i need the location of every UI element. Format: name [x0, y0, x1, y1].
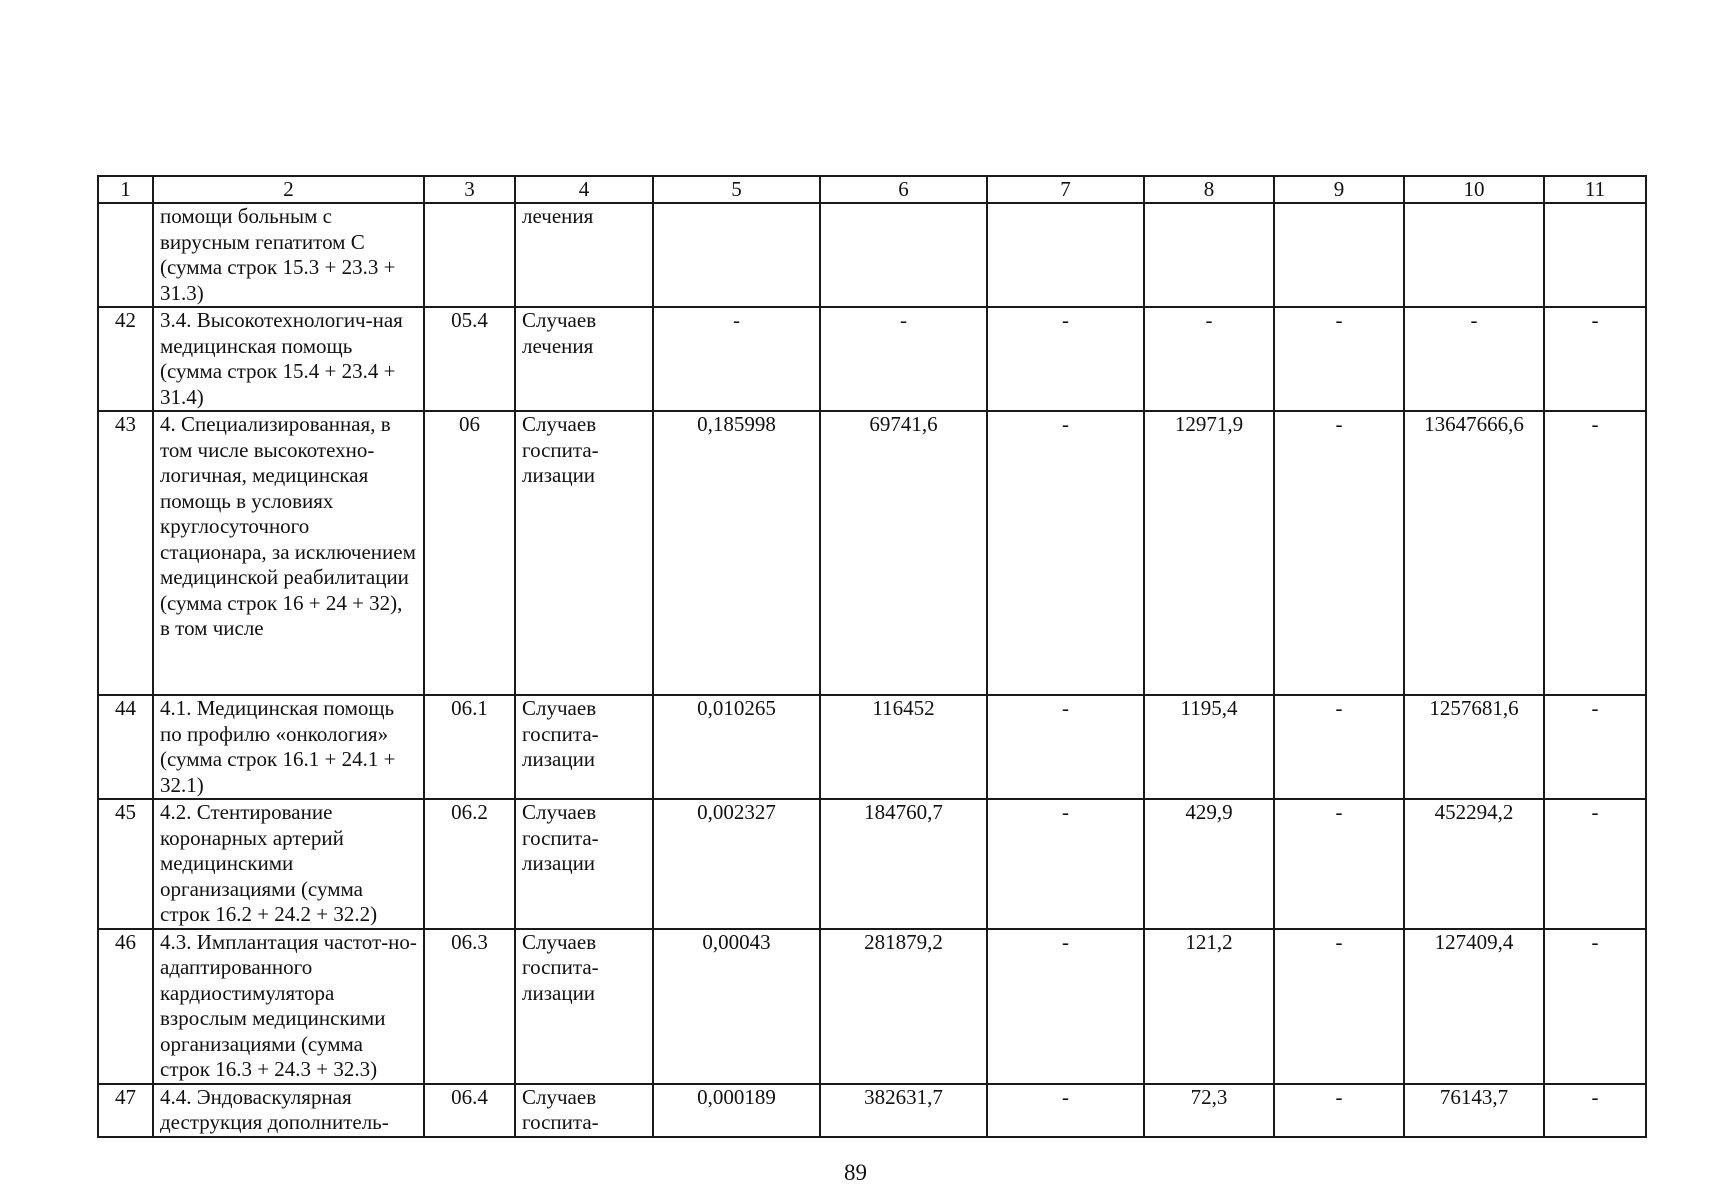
column-header: 3	[424, 176, 515, 203]
column-header: 2	[153, 176, 424, 203]
row-number-cell: 43	[98, 411, 153, 695]
value-cell-col10: -	[1404, 307, 1544, 411]
value-cell-col9: -	[1274, 799, 1404, 929]
table-row	[98, 799, 1646, 929]
row-number-cell: 45	[98, 799, 153, 929]
table-row	[98, 411, 1646, 695]
row-code-cell: 06.4	[424, 1084, 515, 1137]
value-cell-col8	[1144, 203, 1274, 307]
unit-cell: Случаев госпита-лизации	[515, 695, 653, 799]
row-code-cell: 06.2	[424, 799, 515, 929]
value-cell-col9: -	[1274, 1084, 1404, 1137]
unit-cell: Случаев госпита-лизации	[515, 799, 653, 929]
table-row	[98, 307, 1646, 411]
value-cell-col7: -	[987, 411, 1144, 695]
value-cell-col10: 76143,7	[1404, 1084, 1544, 1137]
value-cell-col7: -	[987, 1084, 1144, 1137]
value-cell-col7: -	[987, 695, 1144, 799]
table-row	[98, 929, 1646, 1084]
column-header: 6	[820, 176, 987, 203]
value-cell-col11: -	[1544, 799, 1646, 929]
column-header: 8	[1144, 176, 1274, 203]
indicator-name-cell: помощи больным с вирусным гепатитом С (сумма строк 15.3 + 23.3 + 31.3)	[153, 203, 424, 307]
indicator-name-cell: 4. Специализированная, в том числе высокотехно-логичная, медицинская помощь в условиях круглосуточного стационара, за исключением медицинской реабилитации (сумма строк 16 + 24 + 32), в том числе	[153, 411, 424, 695]
value-cell-col10: 13647666,6	[1404, 411, 1544, 695]
column-header: 4	[515, 176, 653, 203]
value-cell-col8: 1195,4	[1144, 695, 1274, 799]
value-cell-col9: -	[1274, 307, 1404, 411]
value-cell-col11: -	[1544, 929, 1646, 1084]
value-cell-col8: 429,9	[1144, 799, 1274, 929]
value-cell-col9: -	[1274, 411, 1404, 695]
table-row	[98, 695, 1646, 799]
value-cell-col9: -	[1274, 695, 1404, 799]
row-number-cell: 47	[98, 1084, 153, 1137]
column-header-row	[98, 176, 1646, 203]
value-cell-col10: 452294,2	[1404, 799, 1544, 929]
value-cell-col8: 12971,9	[1144, 411, 1274, 695]
value-cell-col8: -	[1144, 307, 1274, 411]
indicator-name-cell: 4.4. Эндоваскулярная деструкция дополнитель-	[153, 1084, 424, 1137]
row-number-cell	[98, 203, 153, 307]
value-cell-col7: -	[987, 799, 1144, 929]
value-cell-col9	[1274, 203, 1404, 307]
row-code-cell: 05.4	[424, 307, 515, 411]
value-cell-col6: 69741,6	[820, 411, 987, 695]
value-cell-col11: -	[1544, 307, 1646, 411]
indicator-name-cell: 4.3. Имплантация частот-но-адаптированного кардиостимулятора взрослым медицинскими организациями (сумма строк 16.3 + 24.3 + 32.3)	[153, 929, 424, 1084]
row-number-cell: 42	[98, 307, 153, 411]
page-number: 89	[844, 1160, 867, 1185]
unit-cell: Случаев госпита-лизации	[515, 411, 653, 695]
row-code-cell: 06.3	[424, 929, 515, 1084]
table-row	[98, 203, 1646, 307]
value-cell-col11: -	[1544, 1084, 1646, 1137]
value-cell-col11: -	[1544, 411, 1646, 695]
value-cell-col8: 121,2	[1144, 929, 1274, 1084]
indicator-name-cell: 3.4. Высокотехнологич-ная медицинская помощь (сумма строк 15.4 + 23.4 + 31.4)	[153, 307, 424, 411]
column-header: 9	[1274, 176, 1404, 203]
value-cell-col9: -	[1274, 929, 1404, 1084]
value-cell-col6: 116452	[820, 695, 987, 799]
value-cell-col7: -	[987, 929, 1144, 1084]
row-number-cell: 44	[98, 695, 153, 799]
value-cell-col10	[1404, 203, 1544, 307]
value-cell-col5: -	[653, 307, 820, 411]
value-cell-col5: 0,002327	[653, 799, 820, 929]
value-cell-col6: 184760,7	[820, 799, 987, 929]
data-table	[97, 175, 1647, 1138]
column-header: 10	[1404, 176, 1544, 203]
column-header: 1	[98, 176, 153, 203]
row-code-cell	[424, 203, 515, 307]
value-cell-col6: 281879,2	[820, 929, 987, 1084]
value-cell-col10: 1257681,6	[1404, 695, 1544, 799]
value-cell-col11: -	[1544, 695, 1646, 799]
value-cell-col5: 0,185998	[653, 411, 820, 695]
value-cell-col6: 382631,7	[820, 1084, 987, 1137]
unit-cell: Случаев госпита-	[515, 1084, 653, 1137]
value-cell-col7: -	[987, 307, 1144, 411]
value-cell-col10: 127409,4	[1404, 929, 1544, 1084]
unit-cell: лечения	[515, 203, 653, 307]
unit-cell: Случаев лечения	[515, 307, 653, 411]
value-cell-col5: 0,00043	[653, 929, 820, 1084]
table-row	[98, 1084, 1646, 1137]
row-code-cell: 06	[424, 411, 515, 695]
value-cell-col5: 0,000189	[653, 1084, 820, 1137]
value-cell-col6	[820, 203, 987, 307]
value-cell-col7	[987, 203, 1144, 307]
column-header: 5	[653, 176, 820, 203]
column-header: 11	[1544, 176, 1646, 203]
value-cell-col5: 0,010265	[653, 695, 820, 799]
value-cell-col6: -	[820, 307, 987, 411]
indicator-name-cell: 4.2. Стентирование коронарных артерий медицинскими организациями (сумма строк 16.2 + 24.2 + 32.2)	[153, 799, 424, 929]
unit-cell: Случаев госпита-лизации	[515, 929, 653, 1084]
indicator-name-cell: 4.1. Медицинская помощь по профилю «онкология» (сумма строк 16.1 + 24.1 + 32.1)	[153, 695, 424, 799]
column-header: 7	[987, 176, 1144, 203]
row-code-cell: 06.1	[424, 695, 515, 799]
row-number-cell: 46	[98, 929, 153, 1084]
value-cell-col11	[1544, 203, 1646, 307]
value-cell-col5	[653, 203, 820, 307]
value-cell-col8: 72,3	[1144, 1084, 1274, 1137]
